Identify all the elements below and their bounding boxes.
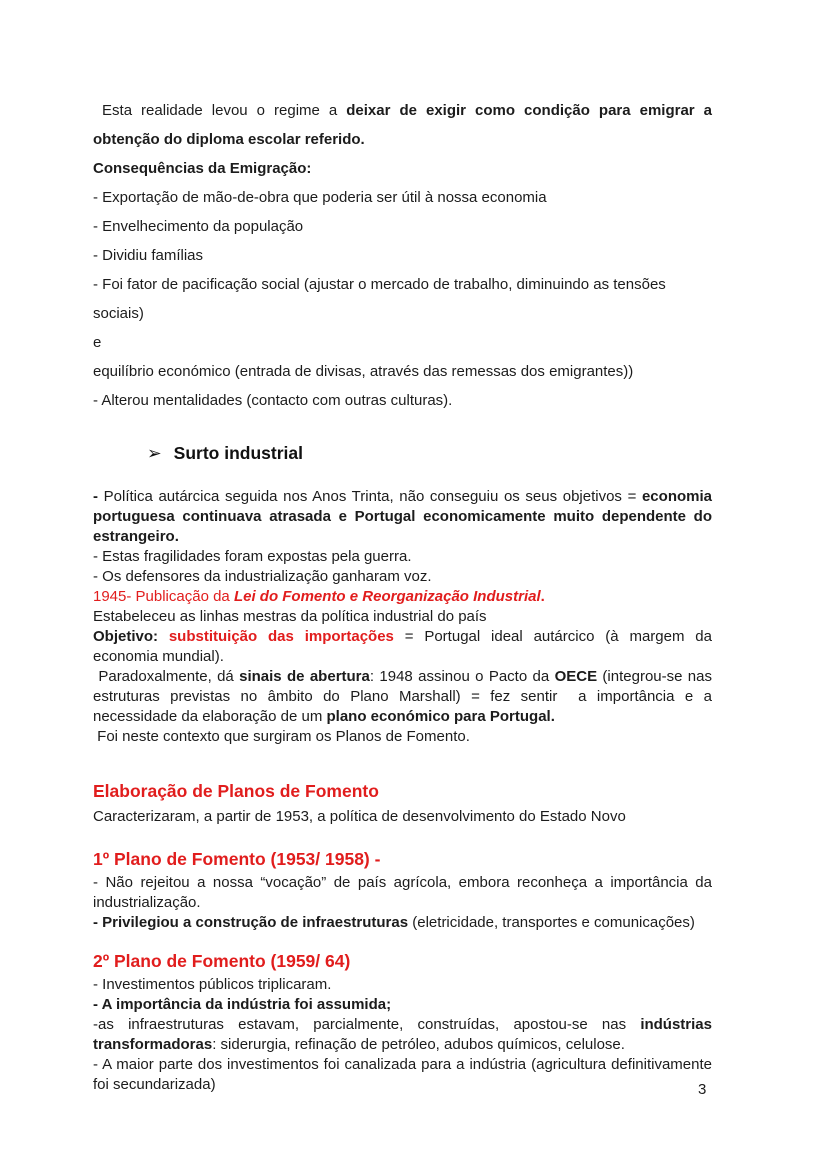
text-run-bold: sinais de abertura <box>239 668 370 685</box>
paragraph: - Os defensores da industrialização ganharam voz. <box>93 568 432 585</box>
text-run: -as infraestruturas estavam, parcialmente, construídas, apostou-se nas <box>93 1016 641 1033</box>
consequencias-heading: Consequências da Emigração: <box>93 160 312 177</box>
intro-paragraph <box>93 96 712 154</box>
elaboracao-subtitle: Caracterizaram, a partir de 1953, a política de desenvolvimento do Estado Novo <box>93 808 626 825</box>
text-run-bold: plano económico para Portugal. <box>326 708 555 725</box>
paragraph <box>93 487 712 547</box>
paragraph-bold: - A importância da indústria foi assumida; <box>93 996 392 1013</box>
text-run: Esta realidade levou o regime a <box>93 102 347 119</box>
paragraph: Foi neste contexto que surgiram os Planos de Fomento. <box>93 728 470 745</box>
plano1-body <box>93 873 712 933</box>
text-run: (eletricidade, transportes e comunicações) <box>408 914 695 931</box>
text-run: Paradoxalmente, dá <box>93 668 240 685</box>
list-item: - Alterou mentalidades (contacto com outras culturas). <box>93 392 453 409</box>
list-item: - Foi fator de pacificação social (ajustar o mercado de trabalho, diminuindo as tensões sociais) <box>93 276 666 322</box>
text-run-bold: Objetivo: <box>93 628 169 645</box>
paragraph: - Investimentos públicos triplicaram. <box>93 976 332 993</box>
text-run-bold: . <box>540 588 545 605</box>
list-item-continuation: equilíbrio económico (entrada de divisas, através das remessas dos emigrantes)) <box>93 363 634 380</box>
text-run: = Portugal ideal autárcico (à margem da economia mundial). <box>93 628 712 665</box>
paragraph-red <box>93 587 712 607</box>
paragraph <box>93 667 712 727</box>
heading-elaboracao-planos: Elaboração de Planos de Fomento <box>93 781 379 801</box>
heading-surto-industrial <box>147 441 712 465</box>
list-item-continuation: e <box>93 334 102 351</box>
text-run: Política autárcica seguida nos Anos Trinta, não conseguiu os seus objetivos = <box>103 488 642 505</box>
plano2-body <box>93 975 712 1095</box>
text-run-bold: deixar de exigir como condição para emigrar a obtenção do diploma escolar referido. <box>93 102 712 148</box>
surto-body <box>93 487 712 747</box>
paragraph <box>93 1015 712 1055</box>
text-run-bold: - Privilegiou a construção de infraestruturas <box>93 914 409 931</box>
arrow-bullet-icon: ➢ <box>147 443 162 463</box>
page-number: 3 <box>698 1081 707 1098</box>
paragraph: Estabeleceu as linhas mestras da política industrial do país <box>93 608 487 625</box>
list-item: - Exportação de mão-de-obra que poderia ser útil à nossa economia <box>93 189 547 206</box>
paragraph: - Estas fragilidades foram expostas pela guerra. <box>93 548 412 565</box>
text-run: : siderurgia, refinação de petróleo, adubos químicos, celulose. <box>212 1036 625 1053</box>
text-run-bold-italic: Lei do Fomento e Reorganização Industrial <box>233 588 541 605</box>
text-run-bold: - <box>93 488 104 505</box>
text-run-bold: OECE <box>554 668 598 685</box>
heading-primeiro-plano: 1º Plano de Fomento (1953/ 1958) - <box>93 849 381 869</box>
list-item: - Envelhecimento da população <box>93 218 304 235</box>
text-run: : 1948 assinou o Pacto da <box>369 668 555 685</box>
paragraph <box>93 627 712 667</box>
heading-segundo-plano: 2º Plano de Fomento (1959/ 64) <box>93 951 351 971</box>
heading-label: Surto industrial <box>173 443 303 463</box>
text-run-bold: economia portuguesa continuava atrasada e Portugal economicamente muito dependente do estrangeiro. <box>93 488 712 545</box>
paragraph: - Não rejeitou a nossa “vocação” de país agrícola, embora reconheça a importância da industrialização. <box>93 874 712 911</box>
text-run-bold: indústrias transformadoras <box>93 1016 712 1053</box>
paragraph <box>93 913 712 933</box>
paragraph: - A maior parte dos investimentos foi canalizada para a indústria (agricultura definitivamente foi secundarizada) <box>93 1056 712 1093</box>
text-run: 1945- Publicação da <box>93 588 234 605</box>
document-content <box>93 96 712 1095</box>
list-item: - Dividiu famílias <box>93 247 204 264</box>
text-run: (integrou-se nas estruturas previstas no âmbito do Plano Marshall) = fez sentir a importância e a necessidade da elaboração de um <box>93 668 712 725</box>
text-run-bold-red: substituição das importações <box>168 628 394 645</box>
